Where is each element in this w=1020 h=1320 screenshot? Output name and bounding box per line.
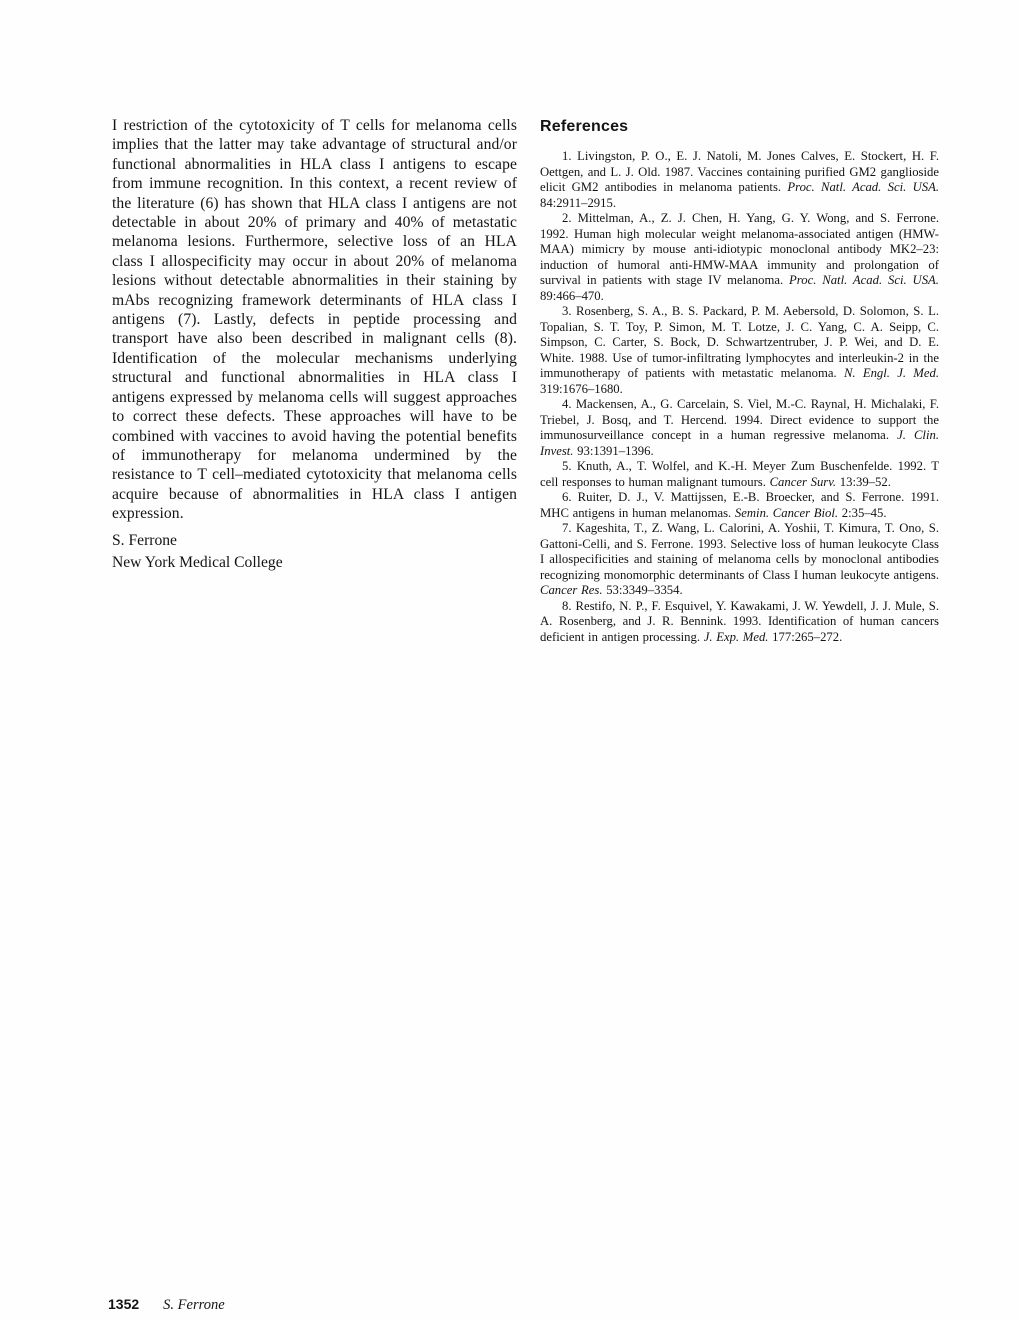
page-footer <box>108 1296 225 1314</box>
body-paragraph: I restriction of the cytotoxicity of T cells for melanoma cells implies that the latter may take advantage of structural and/or functional abnormalities in HLA class I antigens to escape from immune recognition. In this context, a recent review of the literature (6) has shown that HLA class I antigens are not detectable in about 20% of primary and 40% of metastatic melanoma lesions. Furthermore, selective loss of an HLA class I allospecificity may occur in about 20% of melanoma lesions without detectable abnormalities in their staining by mAbs recognizing framework determinants of HLA class I antigens (7). Lastly, defects in peptide processing and transport have also been described in malignant cells (8). Identification of the molecular mechanisms underlying structural and functional abnormalities in HLA class I antigens expressed by melanoma cells will suggest approaches to correct these defects. These approaches will have to be combined with vaccines to avoid having the potential benefits of immunotherapy for melanoma undermined by the resistance to T cell–mediated cytotoxicity that melanoma cells acquire because of abnormalities in HLA class I antigen expression. <box>112 117 517 523</box>
journal-name: J. Exp. Med. <box>703 629 769 644</box>
author-affiliation: New York Medical College <box>112 554 283 571</box>
journal-name: Proc. Natl. Acad. Sci. USA. <box>787 180 939 194</box>
journal-name: Proc. Natl. Acad. Sci. USA. <box>789 273 939 287</box>
reference-item <box>540 459 939 490</box>
reference-item <box>540 149 939 211</box>
reference-item <box>540 490 939 521</box>
reference-text: 2:35–45. <box>838 505 887 520</box>
reference-text: 84:2911–2915. <box>540 195 617 210</box>
reference-text: 5. Knuth, A., T. Wolfel, and K.-H. Meyer Zum Buschenfelde. 1992. T cell responses to human malignant tumours. <box>540 459 939 489</box>
running-footer-author: S. Ferrone <box>163 1297 225 1313</box>
reference-text: 93:1391–1396. <box>573 443 654 458</box>
references-list <box>540 149 939 645</box>
reference-item <box>540 397 939 459</box>
journal-name: Cancer Res. <box>540 583 603 597</box>
references-heading: References <box>540 118 629 135</box>
journal-name: N. Engl. J. Med. <box>843 366 940 380</box>
author-signature-block <box>112 530 283 574</box>
reference-text: 4. Mackensen, A., G. Carcelain, S. Viel, M.-C. Raynal, H. Michalaki, F. Triebel, J. Bosq, and T. Hercend. 1994. Direct evidence to support the immunosurveillance concept in a human regressive melanoma. <box>540 397 939 442</box>
left-column <box>112 116 517 524</box>
reference-text: 89:466–470. <box>540 288 604 303</box>
reference-text: 3. Rosenberg, S. A., B. S. Packard, P. M. Aebersold, D. Solomon, S. L. Topalian, S. T. Toy, P. Simon, M. T. Lotze, J. C. Yang, C. A. Seipp, C. Simpson, C. Carter, S. Bock, D. Schwartzentruber, J. P. Wei, and D. E. White. 1988. Use of tumor-infiltrating lymphocytes and interleukin-2 in the immunotherapy of patients with metastatic melanoma. <box>540 304 939 380</box>
reference-text: 177:265–272. <box>768 629 843 644</box>
right-column <box>540 118 939 645</box>
journal-name: Semin. Cancer Biol. <box>734 505 839 520</box>
reference-item <box>540 599 939 646</box>
journal-name: Cancer Surv. <box>769 474 837 489</box>
reference-text: 2. Mittelman, A., Z. J. Chen, H. Yang, G. Y. Wong, and S. Ferrone. 1992. Human high molecular weight melanoma-associated antigen (HMW-MAA) mimicry by mouse anti-idiotypic monoclonal antibody MK2–23: induction of humoral anti-HMW-MAA immunity and prolongation of survival in patients with stage IV melanoma. <box>540 211 939 287</box>
reference-text: 1. Livingston, P. O., E. J. Natoli, M. Jones Calves, E. Stockert, H. F. Oettgen, and L. J. Old. 1987. Vaccines containing purified GM2 ganglioside elicit GM2 antibodies in melanoma patients. <box>540 149 939 194</box>
reference-text: 53:3349–3354. <box>602 583 683 597</box>
reference-text: 8. Restifo, N. P., F. Esquivel, Y. Kawakami, J. W. Yewdell, J. J. Mule, S. A. Rosenberg, and J. R. Bennink. 1993. Identification of human cancers deficient in antigen processing. <box>540 598 939 644</box>
reference-item <box>540 304 939 397</box>
page-number: 1352 <box>108 1296 140 1312</box>
journal-name: J. Clin. Invest. <box>540 428 939 458</box>
reference-text: 319:1676–1680. <box>540 381 623 396</box>
author-name: S. Ferrone <box>112 532 177 549</box>
reference-text: 13:39–52. <box>836 474 891 489</box>
reference-item <box>540 521 939 599</box>
reference-text: 6. Ruiter, D. J., V. Mattijssen, E.-B. Broecker, and S. Ferrone. 1991. MHC antigens in human melanomas. <box>540 490 939 520</box>
reference-item <box>540 211 939 304</box>
reference-text: 7. Kageshita, T., Z. Wang, L. Calorini, A. Yoshii, T. Kimura, T. Ono, S. Gattoni-Celli, and S. Ferrone. 1993. Selective loss of human leukocyte Class I allospecificities and staining of melanoma cells by monoclonal antibodies recognizing monomorphic determinants of Class I human leukocyte antigens. <box>540 521 939 582</box>
